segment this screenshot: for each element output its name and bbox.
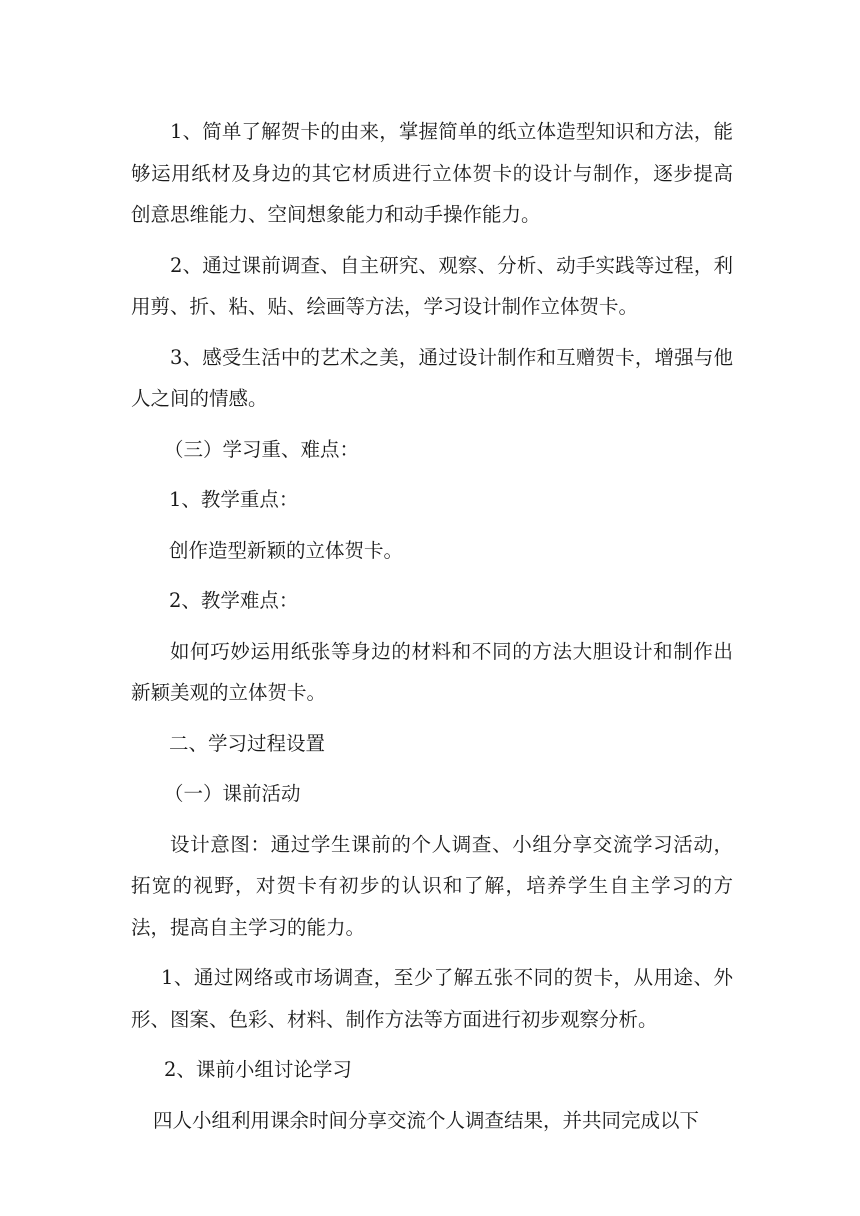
section-heading-pre-class: （一）课前活动 (164, 782, 301, 805)
objective-paragraph-2: 2、通过课前调查、自主研究、观察、分析、动手实践等过程，利用剪、折、粘、贴、绘画等方法，学习设计制作立体贺卡。 (131, 253, 733, 318)
objective-paragraph-3: 3、感受生活中的艺术之美，通过设计制作和互赠贺卡，增强与他人之间的情感。 (131, 345, 733, 410)
pre-class-step-1: 1、通过网络或市场调查，至少了解五张不同的贺卡，从用途、外形、图案、色彩、材料、制作方法等方面进行初步观察分析。 (131, 966, 733, 1031)
section-heading-learning-process: 二、学习过程设置 (169, 731, 326, 755)
subheading-teaching-difficulty: 2、教学难点： (169, 589, 299, 612)
teaching-difficulty-text: 如何巧妙运用纸张等身边的材料和不同的方法大胆设计和制作出新颖美观的立体贺卡。 (131, 639, 733, 704)
group-activity-paragraph: 四人小组利用课余时间分享交流个人调查结果，并共同完成以下 (153, 1108, 700, 1132)
teaching-focus-text: 创作造型新颖的立体贺卡。 (169, 538, 404, 562)
design-intent-paragraph: 设计意图：通过学生课前的个人调查、小组分享交流学习活动，拓宽的视野，对贺卡有初步的认识和了解，培养学生自主学习的方法，提高自主学习的能力。 (131, 832, 733, 939)
document-body (131, 111, 733, 1141)
objective-paragraph-1: 1、简单了解贺卡的由来，掌握简单的纸立体造型知识和方法，能够运用纸材及身边的其它材质进行立体贺卡的设计与制作，逐步提高创意思维能力、空间想象能力和动手操作能力。 (131, 120, 733, 226)
section-heading-key-points: （三）学习重、难点： (164, 437, 360, 461)
pre-class-step-2: 2、课前小组讨论学习 (164, 1058, 352, 1081)
subheading-teaching-focus: 1、教学重点： (169, 488, 299, 511)
